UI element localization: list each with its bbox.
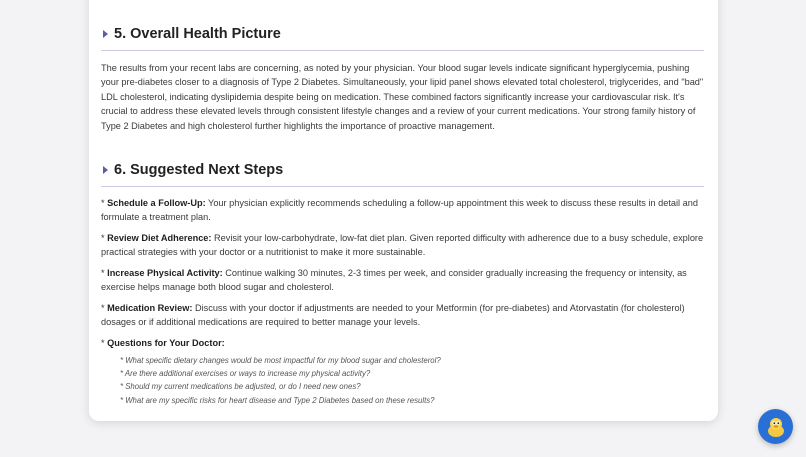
question-item: * What specific dietary changes would be most impactful for my blood sugar and cholesterol? [120,356,441,365]
bullet-text: Continue walking 30 minutes, 2-3 times per week, and consider gradually increasing the frequency or intensity, as exercise helps manage both blood sugar and cholesterol. [101,268,687,293]
section-overall-health [101,22,704,133]
bullet-marker: * [101,233,105,243]
bullet-label: Schedule a Follow-Up: [107,198,206,208]
list-item [101,266,704,295]
bullet-label: Increase Physical Activity: [107,268,223,278]
doctor-questions-list [120,354,441,407]
bullet-marker: * [101,268,105,278]
bullet-text: Your physician explicitly recommends scheduling a follow-up appointment this week to discuss these results in detail and formulate a treatment plan. [101,198,698,223]
section-header[interactable] [101,22,704,51]
section-title: 5. Overall Health Picture [114,26,281,42]
bullet-text: Revisit your low-carbohydrate, low-fat diet plan. Given reported difficulty with adherence due to a busy schedule, explore practical strategies with your doctor or a nutritionist to make it more sustainable. [101,233,704,258]
bullet-label: Questions for Your Doctor: [107,338,225,348]
caret-right-icon[interactable] [103,166,108,174]
section-header[interactable] [101,158,704,187]
report-card [89,0,718,421]
bullet-label: Review Diet Adherence: [107,233,212,243]
bullet-marker: * [101,303,105,313]
assistant-chat-button[interactable] [758,409,793,444]
bullet-label: Medication Review: [107,303,193,313]
section-next-steps [101,158,704,405]
bullet-text: Discuss with your doctor if adjustments are needed to your Metformin (for pre-diabetes) and Atorvastatin (for cholesterol) dosages or if additional medications are required to better manage your levels. [101,303,685,328]
section-title: 6. Suggested Next Steps [114,162,284,178]
question-item: * Are there additional exercises or ways to increase my physical activity? [120,369,371,379]
caret-right-icon[interactable] [103,30,108,38]
bullet-marker: * [101,198,105,208]
bullet-marker: * [101,338,105,348]
list-item [101,231,704,260]
question-item: * What are my specific risks for heart disease and Type 2 Diabetes based on these results? [120,395,435,405]
list-item [101,336,704,350]
question-item: * Should my current medications be adjusted, or do I need new ones? [120,382,361,392]
list-item [101,301,704,330]
list-item [101,196,704,225]
section-body: The results from your recent labs are concerning, as noted by your physician. Your blood sugar levels indicate significant hyperglycemia, pushing your pre-diabetes closer to a diagnosis of Type 2 Diabetes. Simultaneously, your lipid panel shows elevated total cholesterol, triglycerides, and "bad" LDL cholesterol, indicating dyslipidemia despite being on medication. These combined factors significantly increase your cardiovascular risk. It's crucial to address these elevated levels through consistent lifestyle changes and a review of your current medications. Your strong family history of Type 2 Diabetes and high cholesterol further highlights the importance of proactive management. [101,63,704,131]
duck-avatar-icon [764,415,788,439]
